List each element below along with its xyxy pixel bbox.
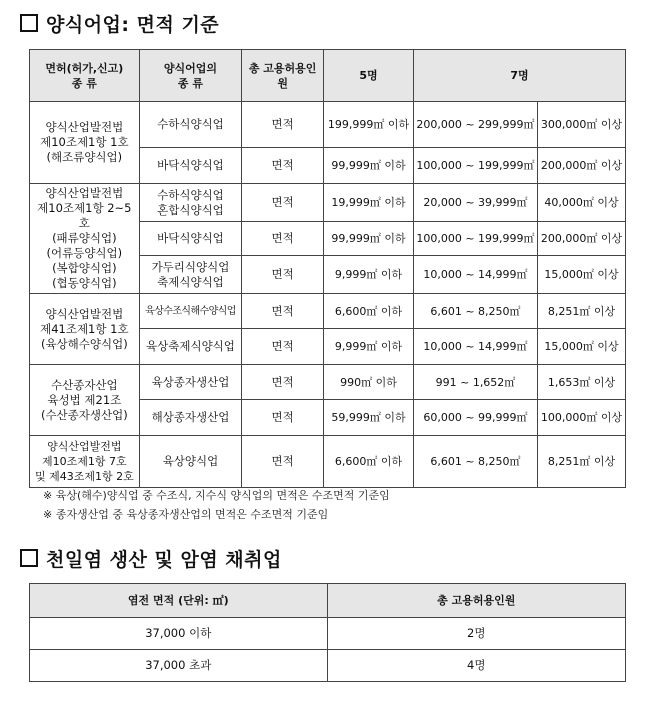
area-cell: 37,000 초과 — [30, 650, 328, 682]
note-2: ※ 종자생산업 중 육상종자생산업의 면적은 수조면적 기준임 — [43, 508, 329, 521]
c7b-cell: 8,251㎡ 이상 — [537, 436, 625, 488]
salt-table — [29, 583, 626, 682]
law-cell: 양식산업발전법 제10조제1항 2~5호 (패류양식업) (어류등양식업) (복합양식업) (협동양식업) — [30, 184, 140, 294]
kind-cell: 육상축제식양식업 — [139, 329, 242, 365]
c7a-cell: 10,000 ~ 14,999㎡ — [413, 256, 537, 294]
c7a-cell: 100,000 ~ 199,999㎡ — [413, 222, 537, 256]
kind-cell: 가두리식양식업 축제식양식업 — [139, 256, 242, 294]
header-license-type: 면허(허가,신고) 종 류 — [30, 50, 140, 102]
c7b-cell: 300,000㎡ 이상 — [537, 102, 625, 148]
basis-cell: 면적 — [242, 400, 324, 436]
table-row — [30, 102, 626, 148]
table-row — [30, 294, 626, 329]
c7a-cell: 10,000 ~ 14,999㎡ — [413, 329, 537, 365]
c5-cell: 6,600㎡ 이하 — [324, 294, 414, 329]
c7b-cell: 1,653㎡ 이상 — [537, 365, 625, 400]
checkbox-square-icon — [20, 549, 38, 567]
c7a-cell: 100,000 ~ 199,999㎡ — [413, 148, 537, 184]
c7a-cell: 60,000 ~ 99,999㎡ — [413, 400, 537, 436]
kind-cell: 수하식양식업 혼합식양식업 — [139, 184, 242, 222]
c7a-cell: 991 ~ 1,652㎡ — [413, 365, 537, 400]
checkbox-square-icon — [20, 14, 38, 32]
c5-cell: 9,999㎡ 이하 — [324, 256, 414, 294]
header-7: 7명 — [413, 50, 625, 102]
basis-cell: 면적 — [242, 294, 324, 329]
table-header-row — [30, 584, 626, 618]
kind-cell: 육상양식업 — [139, 436, 242, 488]
area-cell: 37,000 이하 — [30, 618, 328, 650]
c5-cell: 99,999㎡ 이하 — [324, 222, 414, 256]
table-row — [30, 436, 626, 488]
basis-cell: 면적 — [242, 148, 324, 184]
law-cell: 양식산업발전법 제10조제1항 1호 (해조류양식업) — [30, 102, 140, 184]
basis-cell: 면적 — [242, 436, 324, 488]
table-row — [30, 650, 626, 682]
c7b-cell: 40,000㎡ 이상 — [537, 184, 625, 222]
kind-cell: 해상종자생산업 — [139, 400, 242, 436]
c5-cell: 59,999㎡ 이하 — [324, 400, 414, 436]
c5-cell: 9,999㎡ 이하 — [324, 329, 414, 365]
header-total-allowed: 총 고용허용인원 — [242, 50, 324, 102]
c7b-cell: 15,000㎡ 이상 — [537, 329, 625, 365]
basis-cell: 면적 — [242, 102, 324, 148]
c5-cell: 990㎡ 이하 — [324, 365, 414, 400]
basis-cell: 면적 — [242, 256, 324, 294]
table-row — [30, 184, 626, 222]
law-cell: 수산종자산업 육성법 제21조 (수산종자생산업) — [30, 365, 140, 436]
header-total-allowed: 총 고용허용인원 — [327, 584, 625, 618]
header-salt-area: 염전 면적 (단위: ㎡) — [30, 584, 328, 618]
header-5: 5명 — [324, 50, 414, 102]
basis-cell: 면적 — [242, 222, 324, 256]
header-farming-type: 양식어업의 종 류 — [139, 50, 242, 102]
basis-cell: 면적 — [242, 184, 324, 222]
c7b-cell: 200,000㎡ 이상 — [537, 222, 625, 256]
aquaculture-table — [29, 49, 626, 488]
c5-cell: 199,999㎡ 이하 — [324, 102, 414, 148]
c7a-cell: 200,000 ~ 299,999㎡ — [413, 102, 537, 148]
c5-cell: 19,999㎡ 이하 — [324, 184, 414, 222]
c7a-cell: 6,601 ~ 8,250㎡ — [413, 294, 537, 329]
c7b-cell: 100,000㎡ 이상 — [537, 400, 625, 436]
section1-title: 양식어업: 면적 기준 — [20, 10, 219, 37]
c5-cell: 6,600㎡ 이하 — [324, 436, 414, 488]
basis-cell: 면적 — [242, 329, 324, 365]
kind-cell: 수하식양식업 — [139, 102, 242, 148]
section2-title: 천일염 생산 및 암염 채취업 — [20, 545, 282, 572]
table-row — [30, 618, 626, 650]
table-header-row — [30, 50, 626, 102]
c7b-cell: 200,000㎡ 이상 — [537, 148, 625, 184]
table-row — [30, 365, 626, 400]
c7a-cell: 6,601 ~ 8,250㎡ — [413, 436, 537, 488]
kind-cell: 육상종자생산업 — [139, 365, 242, 400]
kind-cell: 육상수조식해수양식업 — [139, 294, 242, 329]
c7b-cell: 8,251㎡ 이상 — [537, 294, 625, 329]
count-cell: 4명 — [327, 650, 625, 682]
basis-cell: 면적 — [242, 365, 324, 400]
c7a-cell: 20,000 ~ 39,999㎡ — [413, 184, 537, 222]
count-cell: 2명 — [327, 618, 625, 650]
note-1: ※ 육상(해수)양식업 중 수조식, 지수식 양식업의 면적은 수조면적 기준임 — [43, 489, 390, 502]
kind-cell: 바닥식양식업 — [139, 148, 242, 184]
c5-cell: 99,999㎡ 이하 — [324, 148, 414, 184]
c7b-cell: 15,000㎡ 이상 — [537, 256, 625, 294]
kind-cell: 바닥식양식업 — [139, 222, 242, 256]
law-cell: 양식산업발전법 제41조제1항 1호 (육상해수양식업) — [30, 294, 140, 365]
law-cell: 양식산업발전법 제10조제1항 7호 및 제43조제1항 2호 — [30, 436, 140, 488]
